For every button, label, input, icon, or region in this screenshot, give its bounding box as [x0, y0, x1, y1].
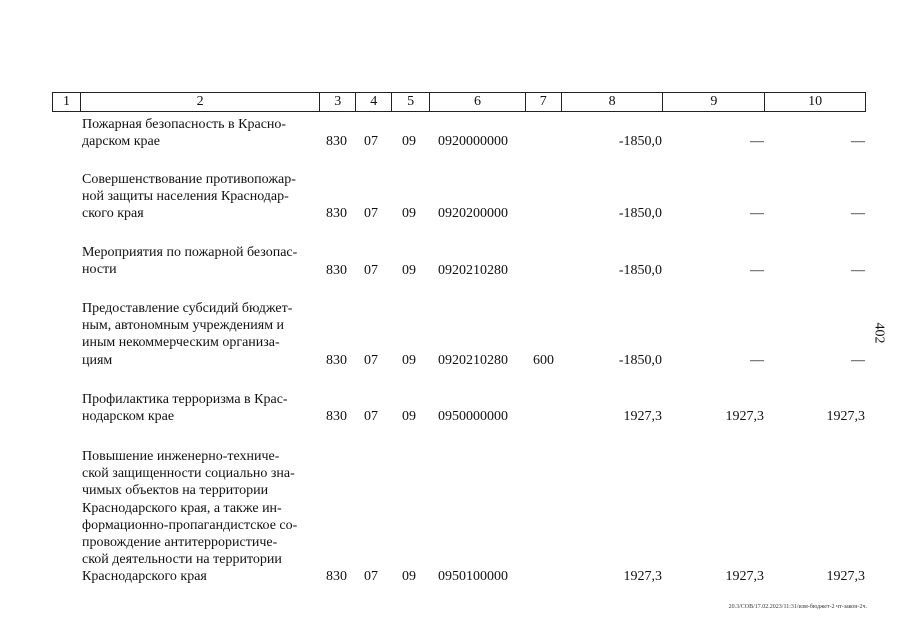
row-2024: 1927,3: [725, 409, 764, 424]
row-2023: -1850,0: [618, 353, 662, 368]
row-name: Профилактика терроризма в Крас- нодарском крае: [82, 392, 288, 425]
row-2023: -1850,0: [618, 134, 662, 149]
row-gr: 830: [326, 409, 347, 424]
row-pr: 09: [402, 134, 416, 149]
header-col-7: 7: [526, 93, 562, 111]
row-2024: —: [750, 263, 764, 278]
row-cs: 0920000000: [438, 134, 508, 149]
row-gr: 830: [326, 569, 347, 584]
row-2023: -1850,0: [618, 206, 662, 221]
row-2024: 1927,3: [725, 569, 764, 584]
row-2024: —: [750, 134, 764, 149]
table-header: [52, 92, 866, 112]
row-rz: 07: [364, 206, 378, 221]
row-2025: —: [851, 263, 865, 278]
row-2024: —: [750, 353, 764, 368]
header-col-6: 6: [430, 93, 526, 111]
row-2025: —: [851, 206, 865, 221]
row-2025: 1927,3: [826, 569, 865, 584]
row-name: Пожарная безопасность в Красно- дарском крае: [82, 117, 287, 150]
row-rz: 07: [364, 569, 378, 584]
row-name: Мероприятия по пожарной безопас- ности: [82, 245, 298, 278]
row-2023: 1927,3: [623, 409, 662, 424]
row-name: Предоставление субсидий бюджет- ным, автономным учреждениям и иным некоммерческим организа- циям: [82, 301, 293, 368]
row-gr: 830: [326, 353, 347, 368]
row-pr: 09: [402, 353, 416, 368]
header-col-1: 1: [53, 93, 81, 111]
header-col-9: 9: [663, 93, 765, 111]
row-name: Совершенствование противопожар- ной защиты населения Краснодар- ского края: [82, 172, 296, 222]
row-cs: 0950000000: [438, 409, 508, 424]
row-gr: 830: [326, 134, 347, 149]
row-2025: 1927,3: [826, 409, 865, 424]
row-2024: —: [750, 206, 764, 221]
page-number: 402: [871, 322, 887, 344]
row-2025: —: [851, 134, 865, 149]
row-vr: 600: [533, 353, 554, 368]
header-col-2: 2: [81, 93, 320, 111]
row-pr: 09: [402, 263, 416, 278]
row-2023: 1927,3: [623, 569, 662, 584]
header-col-10: 10: [808, 94, 823, 109]
row-cs: 0920210280: [438, 353, 508, 368]
row-pr: 09: [402, 569, 416, 584]
row-rz: 07: [364, 353, 378, 368]
row-name: Повышение инженерно-техниче- ской защищенности социально зна- чимых объектов на территории Краснодарского края, а также ин- формационно-пропагандистское со- провождение антитеррористиче- ской деятельности на территории Краснодарского края: [82, 449, 298, 585]
footer-stamp: 20.3/СОВ/17.02.2023/11:31/изм-бюджет-2 чт-закон-2ч.: [728, 604, 867, 610]
row-pr: 09: [402, 206, 416, 221]
row-cs: 0920200000: [438, 206, 508, 221]
row-cs: 0920210280: [438, 263, 508, 278]
row-rz: 07: [364, 263, 378, 278]
row-cs: 0950100000: [438, 569, 508, 584]
header-col-4: 4: [356, 93, 392, 111]
row-2023: -1850,0: [618, 263, 662, 278]
header-col-5: 5: [392, 93, 430, 111]
row-rz: 07: [364, 134, 378, 149]
row-rz: 07: [364, 409, 378, 424]
header-col-3: 3: [320, 93, 356, 111]
row-gr: 830: [326, 263, 347, 278]
header-col-8: 8: [562, 93, 664, 111]
row-2025: —: [851, 353, 865, 368]
row-pr: 09: [402, 409, 416, 424]
row-gr: 830: [326, 206, 347, 221]
